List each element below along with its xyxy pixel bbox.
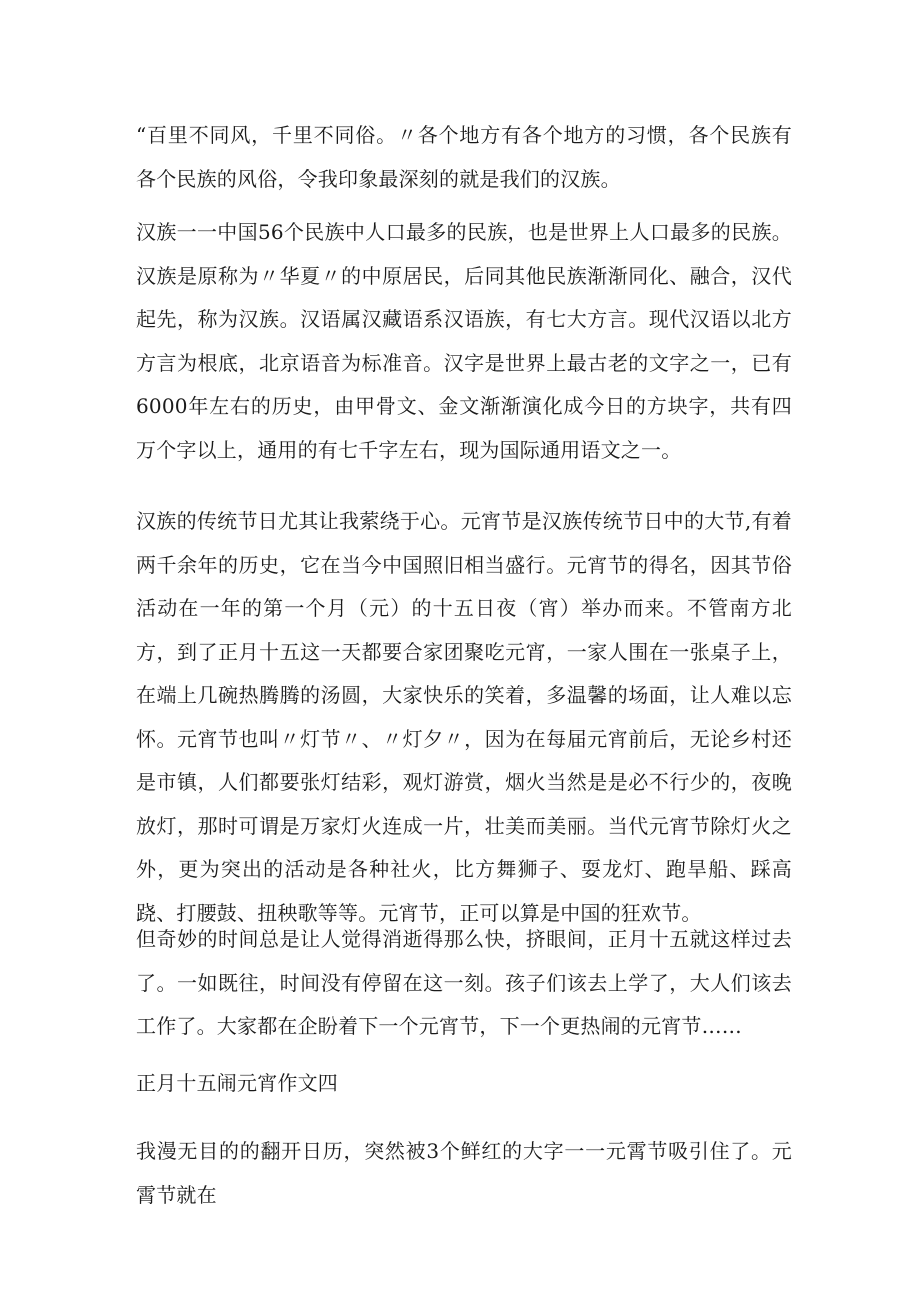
section-heading: 正月十五闹元宵作文四 (136, 1071, 338, 1095)
paragraph-han-nationality: 汉族一一中国56个民族中人口最多的民族，也是世界上人口最多的民族。汉族是原称为〃华夏〃的中原居民，后同其他民族渐渐同化、融合，汉代起先，称为汉族。汉语属汉藏语系汉语族，有七大方言。现代汉语以北方方言为根底，北京语音为标准音。汉字是世界上最古老的文字之一，已有6000年左右的历史，由甲骨文、金文渐渐演化成今日的方块字，共有四万个字以上，通用的有七千字左右，现为国际通用语文之一。 (136, 220, 792, 462)
paragraph-essay-four-start: 我漫无目的的翻开日历，突然被3个鲜红的大字一一元霄节吸引住了。元霄节就在 (136, 1139, 792, 1207)
paragraph-intro: “百里不同风，千里不同俗。〃各个地方有各个地方的习惯，各个民族有各个民族的风俗，令我印象最深刻的就是我们的汉族。 (136, 123, 792, 191)
paragraph-time-passes: 但奇妙的时间总是让人觉得消逝得那么快，挤眼间，正月十五就这样过去了。一如既往，时间没有停留在这一刻。孩子们该去上学了，大人们该去工作了。大家都在企盼着下一个元宵节，下一个更热闹的元宵节…… (136, 927, 792, 1038)
paragraph-lantern-festival: 汉族的传统节日尤其让我萦绕于心。元宵节是汉族传统节日中的大节,有着两千余年的历史，它在当今中国照旧相当盛行。元宵节的得名，因其节俗活动在一年的第一个月（元）的十五日夜（宵）举办而来。不管南方北方，到了正月十五这一天都要合家团聚吃元宵，一家人围在一张桌子上，在端上几碗热腾腾的汤圆，大家快乐的笑着，多温馨的场面，让人难以忘怀。元宵节也叫〃灯节〃、〃灯夕〃，因为在每届元宵前后，无论乡村还是市镇，人们都要张灯结彩，观灯游赏，烟火当然是是必不行少的，夜晚放灯，那时可谓是万家灯火连成一片，壮美而美丽。当代元宵节除灯火之外，更为突出的活动是各种社火，比方舞狮子、耍龙灯、跑旱船、踩高跷、打腰鼓、扭秧歌等等。元宵节，正可以算是中国的狂欢节。 (136, 509, 792, 925)
